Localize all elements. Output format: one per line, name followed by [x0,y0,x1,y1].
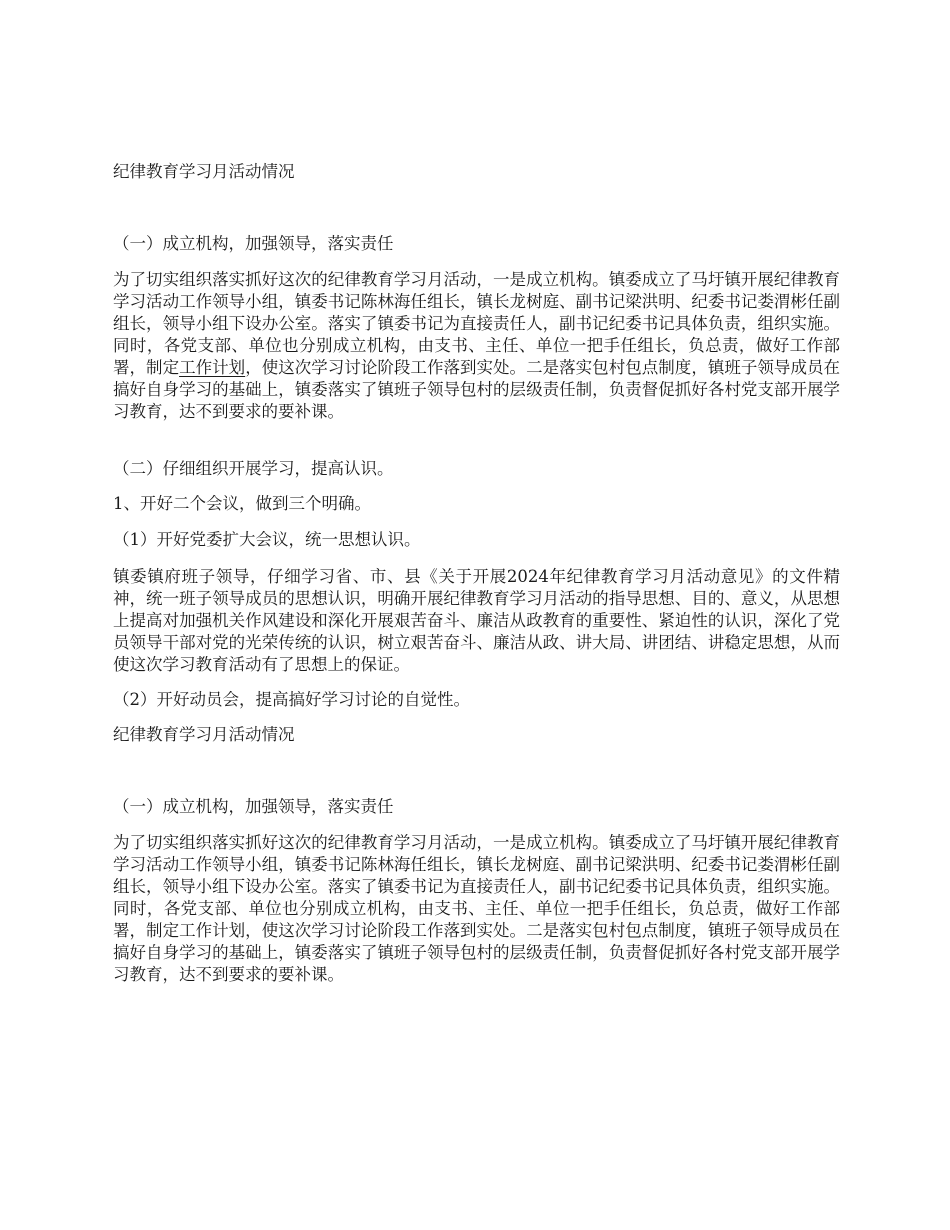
sub-list-item: （2）开好动员会，提高搞好学习讨论的自觉性。 [113,690,470,709]
document-title: 纪律教育学习月活动情况 [113,162,295,181]
document-title: 纪律教育学习月活动情况 [113,725,295,744]
work-plan-link[interactable]: 工作计划 [179,358,246,377]
section-heading: （一）成立机构，加强领导，落实责任 [113,797,394,816]
sub-list-item: （1）开好党委扩大会议，统一思想认识。 [113,530,421,549]
body-paragraph [113,269,840,423]
body-paragraph: 镇委镇府班子领导，仔细学习省、市、县《关于开展2024年纪律教育学习月活动意见》的文件精神，统一班子领导成员的思想认识，明确开展纪律教育学习月活动的指导思想、目的、意义，从思想上提高对加强机关作风建设和深化开展艰苦奋斗、廉洁从政教育的重要性、紧迫性的认识，深化了党员领导干部对党的光荣传统的认识，树立艰苦奋斗、廉洁从政、讲大局、讲团结、讲稳定思想，从而使这次学习教育活动有了思想上的保证。 [113,567,840,674]
section-heading: （一）成立机构，加强领导，落实责任 [113,234,394,253]
list-item: 1、开好二个会议，做到三个明确。 [113,494,371,513]
paragraph-text: 为了切实组织落实抓好这次的纪律教育学习月活动，一是成立机构。镇委成立了马圩镇开展纪律教育学习活动工作领导小组，镇委书记陈林海任组长，镇长龙树庭、副书记梁洪明、纪委书记娄渭彬任副组长，领导小组下设办公室。落实了镇委书记为直接责任人，副书记纪委书记具体负责，组织实施。同时，各党支部、单位也分别成立机构，由支书、主任、单位一把手任组长，负总责，做好工作部署，制定 [113,270,840,377]
body-paragraph: 为了切实组织落实抓好这次的纪律教育学习月活动，一是成立机构。镇委成立了马圩镇开展纪律教育学习活动工作领导小组，镇委书记陈林海任组长，镇长龙树庭、副书记梁洪明、纪委书记娄渭彬任副组长，领导小组下设办公室。落实了镇委书记为直接责任人，副书记纪委书记具体负责，组织实施。同时，各党支部、单位也分别成立机构，由支书、主任、单位一把手任组长，负总责，做好工作部署，制定工作计划，使这次学习讨论阶段工作落到实处。二是落实包村包点制度，镇班子领导成员在搞好自身学习的基础上，镇委落实了镇班子领导包村的层级责任制，负责督促抓好各村党支部开展学习教育，达不到要求的要补课。 [113,833,840,984]
section-heading: （二）仔细组织开展学习，提高认识。 [113,459,394,478]
paragraph-text: ，使这次学习讨论阶段工作落到实处。二是落实包村包点制度，镇班子领导成员在搞好自身学习的基础上，镇委落实了镇班子领导包村的层级责任制，负责督促抓好各村党支部开展学习教育，达不到要求的要补课。 [113,358,841,421]
